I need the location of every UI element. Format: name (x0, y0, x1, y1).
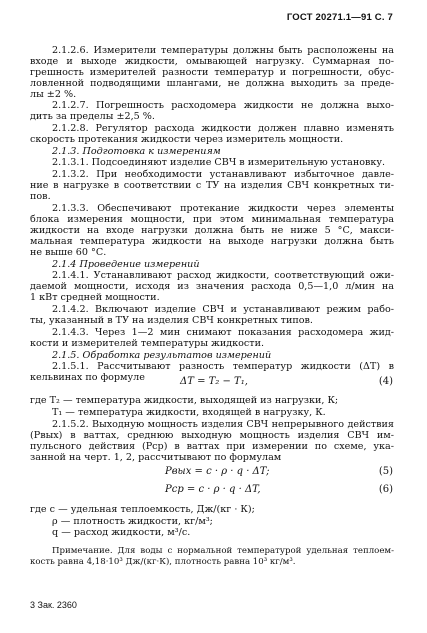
text-line: 2.1.2.6. Измерители температуры должны быть расположены на (52, 45, 394, 56)
text-line: 2.1.4.2. Включают изделие СВЧ и устанавливают режим рабо- (52, 304, 394, 315)
text-line: ловленной подводящими шлангами, не должна выходить за преде- (30, 78, 394, 89)
text-line: где c — удельная теплоемкость, Дж/(кг · К); (30, 504, 255, 515)
text-line: лы ±2 %. (30, 89, 77, 100)
section-heading: 2.1.3. Подготовка к измерениям (52, 146, 221, 157)
text-line: 2.1.5.2. Выходную мощность изделия СВЧ непрерывного действия (52, 419, 394, 430)
text-line: мальная температура жидкости на выходе нагрузки должна быть (30, 236, 394, 247)
section-heading: 2.1.5. Обработка результатов измерений (52, 350, 272, 361)
formula-6: Pср = c · ρ · q · ΔT, (165, 484, 261, 495)
text-line: скорость протекания жидкости через измеритель мощности. (30, 134, 344, 145)
text-line: даемой мощности, исходя из значения расхода 0,5—1,0 л/мин на (30, 281, 394, 292)
text-line: q — расход жидкости, м³/с. (52, 527, 191, 538)
text-line: пов. (30, 191, 51, 202)
text-line: 2.1.3.3. Обеспечивают протекание жидкости через элементы (52, 203, 394, 214)
text-line: T₁ — температура жидкости, входящей в нагрузку, К. (52, 407, 326, 418)
text-line: 2.1.4.3. Через 1—2 мин снимают показания расходомера жид- (52, 327, 394, 338)
formula-5-number: (5) (378, 466, 393, 477)
text-line: ние в нагрузке в соответствии с ТУ на изделия СВЧ конкретных ти- (30, 180, 394, 191)
formula-5: Pвых = c · ρ · q · ΔT; (165, 466, 270, 477)
text-line: занной на черт. 1, 2, рассчитывают по формулам (30, 452, 282, 463)
text-line: где T₂ — температура жидкости, выходящей из нагрузки, К; (30, 395, 339, 406)
section-heading: 2.1.4 Проведение измерений (52, 259, 200, 270)
note-text: Примечание. Для воды с нормальной температурой удельная теплоем- (52, 546, 394, 556)
text-line: 2.1.5.1. Рассчитывают разность температур жидкости (ΔT) в (52, 361, 394, 372)
text-line: блока измерения мощности, при этом минимальная температура (30, 214, 394, 225)
page-footer: 3 Зак. 2360 (30, 600, 77, 610)
formula-6-number: (6) (378, 484, 393, 495)
text-line: кельвинах по формуле (30, 372, 145, 383)
text-line: не выше 60 °С. (30, 247, 107, 258)
text-line: жидкости на входе нагрузки должна быть не ниже 5 °С, макси- (30, 225, 394, 236)
note-text: кость равна 4,18·10³ Дж/(кг·К), плотность равна 10³ кг/м³. (30, 557, 296, 567)
page-header: ГОСТ 20271.1—91 С. 7 (286, 12, 393, 23)
text-line: 2.1.3.2. При необходимости устанавливают избыточное давле- (52, 169, 394, 180)
text-line: ты, указанный в ТУ на изделия СВЧ конкретных типов. (30, 315, 313, 326)
text-line: 2.1.3.1. Подсоединяют изделие СВЧ в измерительную установку. (52, 157, 386, 168)
text-line: пульсного действия (Pср) в ваттах при измерении по схеме, ука- (30, 441, 394, 452)
text-line: 2.1.2.7. Погрешность расходомера жидкости не должна выхо- (52, 100, 394, 111)
text-line: ρ — плотность жидкости, кг/м³; (52, 516, 213, 527)
text-line: входе и выходе жидкости, омывающей нагрузку. Суммарная по- (30, 56, 394, 67)
text-line: (Pвых) в ваттах, среднюю выходную мощность изделия СВЧ им- (30, 430, 394, 441)
text-line: кости и измерителей температуры жидкости. (30, 338, 265, 349)
formula-4-number: (4) (378, 376, 393, 387)
formula-4: ΔT = T₂ − T₁, (180, 376, 248, 387)
text-line: 2.1.4.1. Устанавливают расход жидкости, соответствующий ожи- (52, 270, 394, 281)
text-line: грешность измерителей разности температур и погрешности, обус- (30, 67, 394, 78)
text-line: 2.1.2.8. Регулятор расхода жидкости должен плавно изменять (52, 123, 394, 134)
text-line: 1 кВт средней мощности. (30, 292, 160, 303)
text-line: дить за пределы ±2,5 %. (30, 111, 155, 122)
